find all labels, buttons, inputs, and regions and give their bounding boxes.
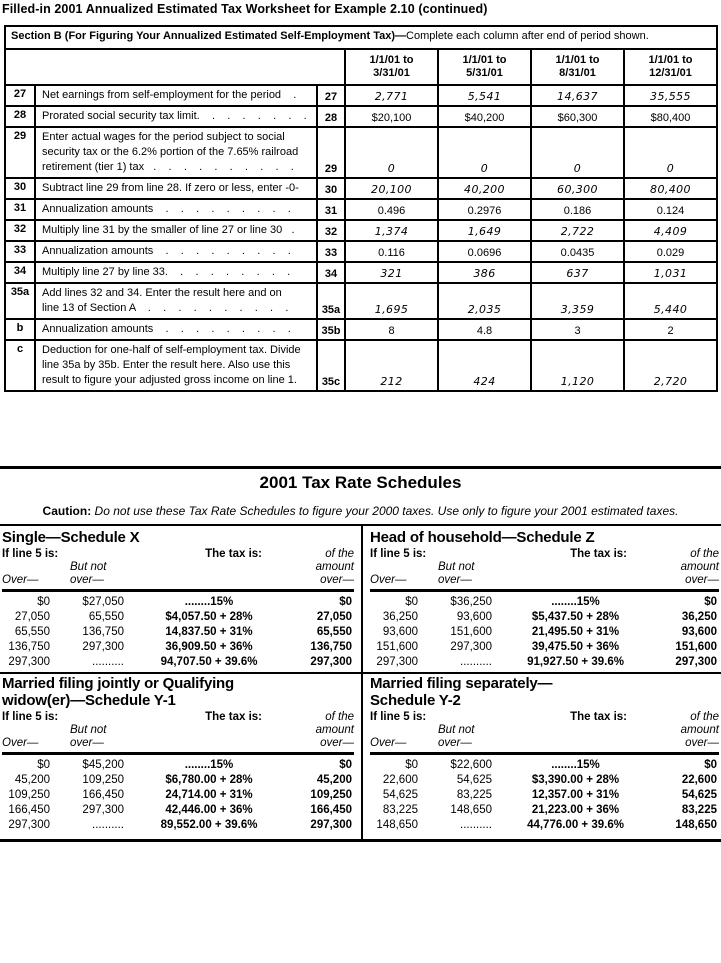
schedule-header-rule (370, 589, 719, 592)
line-description (35, 283, 317, 319)
but-not-over-amount: .......... (92, 656, 124, 668)
col-header-over: over— (685, 737, 719, 749)
caution-note (0, 504, 721, 518)
caution-label: Caution: (42, 504, 92, 518)
period-line2: 5/31/01 (466, 67, 503, 79)
col-header-but-not: But not (70, 724, 107, 736)
blank-header-cell (5, 49, 345, 85)
col-header-of-the: of the (325, 711, 354, 723)
tax-formula: 24,714.00 + 31% (165, 789, 253, 801)
rate-row (2, 655, 354, 670)
schedule-title-line: Married filing jointly or Qualifying (2, 675, 234, 692)
but-not-over-amount: $45,200 (82, 759, 124, 771)
entered-amount: 424 (438, 340, 531, 391)
entered-amount: 5,541 (438, 85, 531, 106)
of-amount-over: 36,250 (681, 611, 717, 623)
worksheet-row (5, 319, 717, 340)
col-header-but-not: But not (438, 561, 475, 573)
tax-formula: $3,390.00 + 28% (531, 774, 620, 786)
line-number: b (5, 319, 35, 340)
entered-amount: 0 (438, 127, 531, 178)
of-amount-over: 151,600 (675, 641, 717, 653)
entered-amount: 60,300 (531, 178, 624, 199)
section-b-header (5, 26, 717, 49)
col-header-over: over— (438, 574, 472, 586)
rate-row (2, 818, 354, 833)
rate-row (370, 640, 719, 655)
worksheet-row (5, 283, 717, 319)
schedule-rows (2, 595, 354, 670)
but-not-over-amount: 83,225 (456, 789, 492, 801)
tax-formula: ........15% (551, 759, 600, 771)
schedule-title-line: Single—Schedule X (2, 529, 140, 546)
tax-formula: $6,780.00 + 28% (165, 774, 253, 786)
worksheet-row (5, 178, 717, 199)
over-amount: 22,600 (382, 774, 418, 786)
line-description (35, 106, 317, 127)
line-description-text: Annualization amounts . . . . . . . . . (42, 323, 291, 335)
line-number-ref: 30 (317, 178, 345, 199)
line-description (35, 319, 317, 340)
col-header-tax-is: The tax is: (570, 711, 627, 723)
line-description-text: Deduction for one-half of self-employment tax. Divide (42, 344, 301, 356)
col-header-but-not: But not (70, 561, 107, 573)
schedule-y2 (370, 675, 719, 833)
line-number-ref: 27 (317, 85, 345, 106)
of-amount-over: 136,750 (310, 641, 352, 653)
line-number-ref: 31 (317, 199, 345, 220)
col-header-amount: amount (680, 561, 719, 573)
col-header-tax-is: The tax is: (570, 548, 627, 560)
schedule-title (370, 529, 719, 546)
line-number-ref: 28 (317, 106, 345, 127)
rate-row (2, 788, 354, 803)
preprinted-amount: 0.0696 (438, 241, 531, 262)
schedule-column-headers (370, 711, 719, 750)
line-number: 27 (5, 85, 35, 106)
rate-row (370, 595, 719, 610)
period-line2: 12/31/01 (649, 67, 692, 79)
line-description-text: Subtract line 29 from line 28. If zero or less, enter -0- (42, 182, 299, 194)
preprinted-amount: 3 (531, 319, 624, 340)
line-description (35, 199, 317, 220)
period-column-header (531, 49, 624, 85)
tax-formula: 36,909.50 + 36% (165, 641, 253, 653)
tax-formula: $4,057.50 + 28% (165, 611, 253, 623)
of-amount-over: 93,600 (681, 626, 717, 638)
preprinted-amount: 0.116 (345, 241, 438, 262)
over-amount: 93,600 (382, 626, 418, 638)
entered-amount: 1,649 (438, 220, 531, 241)
tax-formula: 91,927.50 + 39.6% (527, 656, 624, 668)
but-not-over-amount: 93,600 (456, 611, 492, 623)
tax-formula: ........15% (184, 596, 234, 608)
line-description-text: Annualization amounts . . . . . . . . . (42, 245, 291, 257)
schedule-rows (370, 595, 719, 670)
line-description-text: Multiply line 31 by the smaller of line 27 or line 30 . (42, 224, 295, 236)
line-description-text: Annualization amounts . . . . . . . . . (42, 203, 291, 215)
period-line1: 1/1/01 to (555, 54, 600, 66)
entered-amount: 80,400 (624, 178, 717, 199)
section-b-header-row (5, 26, 717, 49)
preprinted-amount: 0.124 (624, 199, 717, 220)
entered-amount: 5,440 (624, 283, 717, 319)
col-header-but-not: But not (438, 724, 475, 736)
of-amount-over: 83,225 (681, 804, 717, 816)
entered-amount: 1,031 (624, 262, 717, 283)
period-column-header (345, 49, 438, 85)
line-number: 30 (5, 178, 35, 199)
preprinted-amount: 0.2976 (438, 199, 531, 220)
line-description-text: Net earnings from self-employment for the period . (42, 89, 297, 101)
schedule-title-line: Schedule Y-2 (370, 692, 461, 709)
of-amount-over: $0 (704, 596, 717, 608)
col-header-over: Over— (2, 737, 39, 749)
preprinted-amount: 0.496 (345, 199, 438, 220)
entered-amount: 1,120 (531, 340, 624, 391)
period-line1: 1/1/01 to (369, 54, 414, 66)
col-header-over: Over— (370, 737, 407, 749)
but-not-over-amount: .......... (460, 819, 492, 831)
entered-amount: 212 (345, 340, 438, 391)
tax-formula: 44,776.00 + 39.6% (527, 819, 624, 831)
col-header-amount: amount (315, 724, 354, 736)
section-b-header-bold: Section B (For Figuring Your Annualized Estimated Self-Employment Tax)— (11, 30, 407, 42)
line-number-ref: 34 (317, 262, 345, 283)
of-amount-over: 65,550 (316, 626, 352, 638)
rate-row (370, 818, 719, 833)
rate-row (2, 595, 354, 610)
over-amount: 36,250 (382, 611, 418, 623)
entered-amount: 386 (438, 262, 531, 283)
preprinted-amount: 8 (345, 319, 438, 340)
line-number: 29 (5, 127, 35, 178)
line-description-text: Enter actual wages for the period subject to social (42, 131, 285, 143)
line-description-text: Multiply line 27 by line 33. . . . . . . . . (42, 266, 291, 278)
schedule-header-rule (2, 589, 354, 592)
line-description (35, 241, 317, 262)
over-amount: 136,750 (8, 641, 50, 653)
over-amount: 54,625 (382, 789, 418, 801)
caution-text: Do not use these Tax Rate Schedules to figure your 2000 taxes. Use only to figure your 2001 estimated taxes. (94, 504, 679, 518)
line-description (35, 262, 317, 283)
entered-amount: 2,722 (531, 220, 624, 241)
rate-row (2, 773, 354, 788)
of-amount-over: 22,600 (681, 774, 717, 786)
line-number: 31 (5, 199, 35, 220)
worksheet-row (5, 85, 717, 106)
line-description (35, 220, 317, 241)
period-line1: 1/1/01 to (462, 54, 507, 66)
period-column-header (624, 49, 717, 85)
schedule-x (2, 529, 354, 670)
entered-amount: 20,100 (345, 178, 438, 199)
line-number-ref: 32 (317, 220, 345, 241)
but-not-over-amount: 54,625 (456, 774, 492, 786)
period-line1: 1/1/01 to (648, 54, 693, 66)
worksheet-row (5, 127, 717, 178)
preprinted-amount: 0.029 (624, 241, 717, 262)
of-amount-over: $0 (339, 596, 352, 608)
rate-row (370, 655, 719, 670)
worksheet-row (5, 199, 717, 220)
over-amount: 297,300 (376, 656, 418, 668)
worksheet-row (5, 220, 717, 241)
rate-row (370, 788, 719, 803)
but-not-over-amount: 109,250 (82, 774, 124, 786)
but-not-over-amount: 166,450 (82, 789, 124, 801)
preprinted-amount: 4.8 (438, 319, 531, 340)
preprinted-amount: 2 (624, 319, 717, 340)
line-description (35, 178, 317, 199)
but-not-over-amount: 297,300 (82, 804, 124, 816)
of-amount-over: 297,300 (310, 656, 352, 668)
line-number: 34 (5, 262, 35, 283)
line-description (35, 127, 317, 178)
rate-row (2, 640, 354, 655)
line-description-text: retirement (tier 1) tax . . . . . . . . . . (42, 161, 294, 173)
line-description (35, 85, 317, 106)
line-number: 28 (5, 106, 35, 127)
col-header-over: over— (320, 737, 354, 749)
of-amount-over: 297,300 (310, 819, 352, 831)
schedule-title (370, 675, 719, 709)
entered-amount: 2,035 (438, 283, 531, 319)
over-amount: 148,650 (376, 819, 418, 831)
tax-formula: ........15% (184, 759, 234, 771)
over-amount: $0 (405, 759, 418, 771)
of-amount-over: 166,450 (310, 804, 352, 816)
tax-formula: 89,552.00 + 39.6% (160, 819, 258, 831)
line-description-text: result to figure your adjusted gross income on line 1. (42, 374, 297, 386)
preprinted-amount: $60,300 (531, 106, 624, 127)
rate-row (370, 758, 719, 773)
col-header-if-line5: If line 5 is: (370, 711, 427, 723)
over-amount: 297,300 (8, 656, 50, 668)
but-not-over-amount: 136,750 (82, 626, 124, 638)
col-header-over: Over— (2, 574, 39, 586)
line-number-ref: 35b (317, 319, 345, 340)
over-amount: $0 (37, 759, 50, 771)
rate-row (370, 773, 719, 788)
top-divider-rule (0, 466, 721, 469)
tax-formula: 21,223.00 + 36% (531, 804, 620, 816)
rate-row (370, 610, 719, 625)
schedule-y1 (2, 675, 354, 833)
col-header-over: over— (438, 737, 472, 749)
schedule-header-rule (2, 752, 354, 755)
over-amount: 45,200 (14, 774, 50, 786)
schedule-header-rule (370, 752, 719, 755)
tax-formula: 12,357.00 + 31% (531, 789, 620, 801)
but-not-over-amount: $22,600 (450, 759, 492, 771)
over-amount: $0 (37, 596, 50, 608)
entered-amount: 3,359 (531, 283, 624, 319)
line-number-ref: 29 (317, 127, 345, 178)
col-header-over: over— (685, 574, 719, 586)
over-amount: 65,550 (14, 626, 50, 638)
period-line2: 3/31/01 (373, 67, 410, 79)
worksheet-row (5, 106, 717, 127)
schedule-title (2, 675, 354, 709)
of-amount-over: 27,050 (316, 611, 352, 623)
preprinted-amount: $40,200 (438, 106, 531, 127)
schedule-title-line: widow(er)—Schedule Y-1 (2, 692, 176, 709)
line-number: 35a (5, 283, 35, 319)
col-header-tax-is: The tax is: (205, 548, 262, 560)
over-amount: 109,250 (8, 789, 50, 801)
over-amount: 297,300 (8, 819, 50, 831)
over-amount: 151,600 (376, 641, 418, 653)
of-amount-over: 148,650 (675, 819, 717, 831)
but-not-over-amount: $27,050 (82, 596, 124, 608)
col-header-amount: amount (680, 724, 719, 736)
schedule-rows (2, 758, 354, 833)
but-not-over-amount: $36,250 (450, 596, 492, 608)
line-description-text: security tax or the 6.2% portion of the 7.65% railroad (42, 146, 299, 158)
entered-amount: 4,409 (624, 220, 717, 241)
col-header-over: Over— (370, 574, 407, 586)
col-header-over: over— (70, 737, 104, 749)
entered-amount: 0 (624, 127, 717, 178)
over-amount: 83,225 (382, 804, 418, 816)
schedule-title-line: Head of household—Schedule Z (370, 529, 595, 546)
line-description-text: line 13 of Section A . . . . . . . . . . (42, 302, 289, 314)
worksheet-title: Filled-in 2001 Annualized Estimated Tax Worksheet for Example 2.10 (continued) (2, 2, 488, 16)
col-header-over: over— (70, 574, 104, 586)
rate-row (2, 803, 354, 818)
preprinted-amount: 0.186 (531, 199, 624, 220)
section-b-header-text: Complete each column after end of period shown. (406, 30, 649, 42)
over-amount: 166,450 (8, 804, 50, 816)
tax-formula: ........15% (551, 596, 600, 608)
line-number-ref: 33 (317, 241, 345, 262)
but-not-over-amount: 297,300 (450, 641, 492, 653)
rate-row (370, 803, 719, 818)
col-header-if-line5: If line 5 is: (370, 548, 427, 560)
rate-row (2, 610, 354, 625)
vertical-divider-rule (361, 526, 363, 839)
tax-formula: 39,475.50 + 36% (531, 641, 620, 653)
worksheet-row (5, 262, 717, 283)
preprinted-amount: $80,400 (624, 106, 717, 127)
of-amount-over: $0 (339, 759, 352, 771)
line-number: 32 (5, 220, 35, 241)
period-header-row (5, 49, 717, 85)
col-header-of-the: of the (690, 711, 719, 723)
line-number: c (5, 340, 35, 391)
worksheet-row (5, 340, 717, 391)
tax-formula: 42,446.00 + 36% (165, 804, 253, 816)
line-number-ref: 35c (317, 340, 345, 391)
of-amount-over: $0 (704, 759, 717, 771)
but-not-over-amount: 148,650 (450, 804, 492, 816)
line-number: 33 (5, 241, 35, 262)
col-header-over: over— (320, 574, 354, 586)
entered-amount: 2,771 (345, 85, 438, 106)
but-not-over-amount: 65,550 (88, 611, 124, 623)
of-amount-over: 109,250 (310, 789, 352, 801)
middle-divider-rule (0, 672, 721, 674)
entered-amount: 35,555 (624, 85, 717, 106)
section-b-table (4, 25, 718, 392)
rate-row (2, 758, 354, 773)
entered-amount: 0 (531, 127, 624, 178)
schedule-title-line: Married filing separately— (370, 675, 553, 692)
schedule-column-headers (2, 548, 354, 587)
of-amount-over: 54,625 (681, 789, 717, 801)
entered-amount: 14,637 (531, 85, 624, 106)
worksheet-row (5, 241, 717, 262)
rate-row (2, 625, 354, 640)
schedule-column-headers (370, 548, 719, 587)
tax-rate-schedules-title: 2001 Tax Rate Schedules (259, 473, 462, 492)
entered-amount: 321 (345, 262, 438, 283)
period-column-header (438, 49, 531, 85)
but-not-over-amount: .......... (92, 819, 124, 831)
line-number-ref: 35a (317, 283, 345, 319)
tax-formula: $5,437.50 + 28% (531, 611, 620, 623)
but-not-over-amount: 151,600 (450, 626, 492, 638)
schedule-title (2, 529, 354, 546)
line-description (35, 340, 317, 391)
col-header-of-the: of the (690, 548, 719, 560)
col-header-tax-is: The tax is: (205, 711, 262, 723)
line-description-text: Prorated social security tax limit. . . . . . . . (42, 110, 307, 122)
rate-row (370, 625, 719, 640)
entered-amount: 637 (531, 262, 624, 283)
bottom-divider-rule (0, 839, 721, 842)
over-amount: 27,050 (14, 611, 50, 623)
col-header-if-line5: If line 5 is: (2, 711, 59, 723)
of-amount-over: 45,200 (316, 774, 352, 786)
line-description-text: Add lines 32 and 34. Enter the result here and on (42, 287, 282, 299)
of-amount-over: 297,300 (675, 656, 717, 668)
col-header-if-line5: If line 5 is: (2, 548, 59, 560)
over-amount: $0 (405, 596, 418, 608)
but-not-over-amount: 297,300 (82, 641, 124, 653)
schedule-rows (370, 758, 719, 833)
entered-amount: 1,374 (345, 220, 438, 241)
col-header-amount: amount (315, 561, 354, 573)
entered-amount: 0 (345, 127, 438, 178)
schedule-column-headers (2, 711, 354, 750)
tax-formula: 21,495.50 + 31% (531, 626, 620, 638)
period-line2: 8/31/01 (559, 67, 596, 79)
entered-amount: 40,200 (438, 178, 531, 199)
line-description-text: line 35a by 35b. Enter the result here. Also use this (42, 359, 291, 371)
tax-formula: 94,707.50 + 39.6% (160, 656, 258, 668)
preprinted-amount: $20,100 (345, 106, 438, 127)
col-header-of-the: of the (325, 548, 354, 560)
entered-amount: 1,695 (345, 283, 438, 319)
but-not-over-amount: .......... (460, 656, 492, 668)
preprinted-amount: 0.0435 (531, 241, 624, 262)
entered-amount: 2,720 (624, 340, 717, 391)
tax-formula: 14,837.50 + 31% (165, 626, 253, 638)
schedule-z (370, 529, 719, 670)
